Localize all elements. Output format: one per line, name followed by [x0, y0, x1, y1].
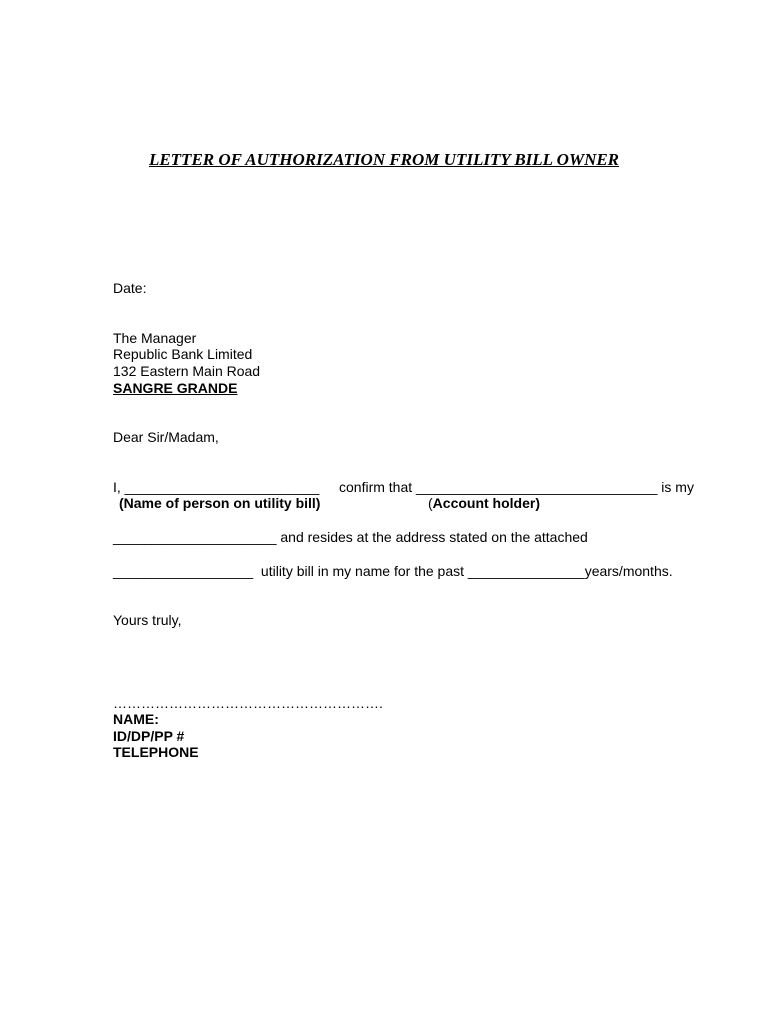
closing: Yours truly, — [113, 612, 182, 628]
id-label: ID/DP/PP # — [113, 728, 185, 744]
body-row1-prefix: I, _________________________ — [113, 479, 320, 495]
signature-line: …………………………………………………. — [113, 695, 383, 711]
caption-account-holder — [428, 495, 540, 512]
caption-account-open: ( — [428, 495, 433, 511]
recipient-line-3: 132 Eastern Main Road — [113, 363, 261, 379]
body-row1-mid: confirm that _______________________________ is my — [339, 479, 694, 495]
telephone-label: TELEPHONE — [113, 744, 199, 760]
date-label: Date: — [113, 280, 147, 296]
body-row3: __________________ utility bill in my name for the past _______________years/months. — [113, 563, 673, 579]
caption-bill-owner: (Name of person on utility bill) — [119, 495, 321, 511]
recipient-line-1: The Manager — [113, 330, 197, 346]
caption-account-text: Account holder) — [432, 495, 541, 511]
recipient-line-4: SANGRE GRANDE — [113, 380, 238, 396]
recipient-line-2: Republic Bank Limited — [113, 346, 253, 362]
name-label: NAME: — [113, 711, 159, 727]
body-row2: _____________________ and resides at the address stated on the attached — [113, 529, 588, 545]
salutation: Dear Sir/Madam, — [113, 429, 219, 445]
letter-title: LETTER OF AUTHORIZATION FROM UTILITY BILL OWNER — [148, 150, 620, 169]
